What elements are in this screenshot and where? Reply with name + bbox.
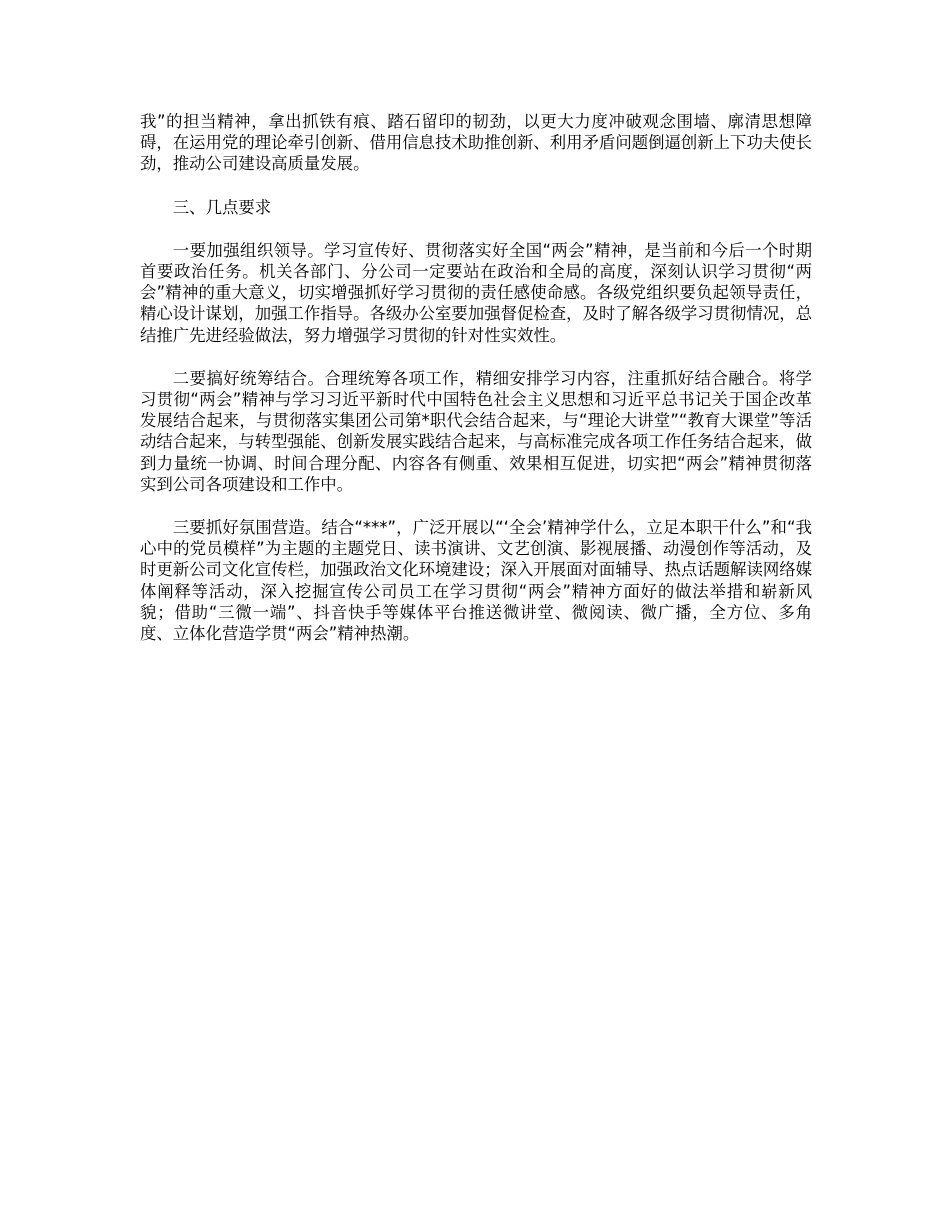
paragraph-atmosphere: 三要抓好氛围营造。结合“***”，广泛开展以“‘全会’精神学什么，立足本职干什么”和“我心中的党员模样”为主题的主题党日、读书演讲、文艺创演、影视展播、动漫创作等活动，及时更新公司文化宣传栏，加强政治文化环境建设；深入开展面对面辅导、热点话题解读网络媒体阐释等活动，深入挖掘宣传公司员工在学习贯彻“两会”精神方面好的做法举措和崭新风貌；借助“三微一端”、抖音快手等媒体平台推送微讲堂、微阅读、微广播，全方位、多角度、立体化营造学贯“两会”精神热潮。 xyxy=(140,518,813,644)
paragraph-continuation: 我”的担当精神，拿出抓铁有痕、踏石留印的韧劲，以更大力度冲破观念围墙、廓清思想障碍，在运用党的理论牵引创新、借用信息技术助推创新、利用矛盾问题倒逼创新上下功夫使长劲，推动公司建设高质量发展。 xyxy=(140,112,813,174)
paragraph-coordination: 二要搞好统筹结合。合理统筹各项工作，精细安排学习内容，注重抓好结合融合。将学习贯彻“两会”精神与学习习近平新时代中国特色社会主义思想和习近平总书记关于国企改革发展结合起来，与贯彻落实集团公司第*职代会结合起来，与“理论大讲堂”“教育大课堂”等活动结合起来，与转型强能、创新发展实践结合起来，与高标准完成各项工作任务结合起来，做到力量统一协调、时间合理分配、内容各有侧重、效果相互促进，切实把“两会”精神贯彻落实到公司各项建设和工作中。 xyxy=(140,368,813,494)
paragraph-organization-leadership: 一要加强组织领导。学习宣传好、贯彻落实好全国“两会”精神，是当前和今后一个时期首要政治任务。机关各部门、分公司一定要站在政治和全局的高度，深刻认识学习贯彻“两会”精神的重大意义，切实增强抓好学习贯彻的责任感使命感。各级党组织要负起领导责任，精心设计谋划，加强工作指导。各级办公室要加强督促检查，及时了解各级学习贯彻情况，总结推广先进经验做法，努力增强学习贯彻的针对性实效性。 xyxy=(140,240,813,345)
section-heading: 三、几点要求 xyxy=(172,197,272,217)
document-page xyxy=(140,111,812,644)
